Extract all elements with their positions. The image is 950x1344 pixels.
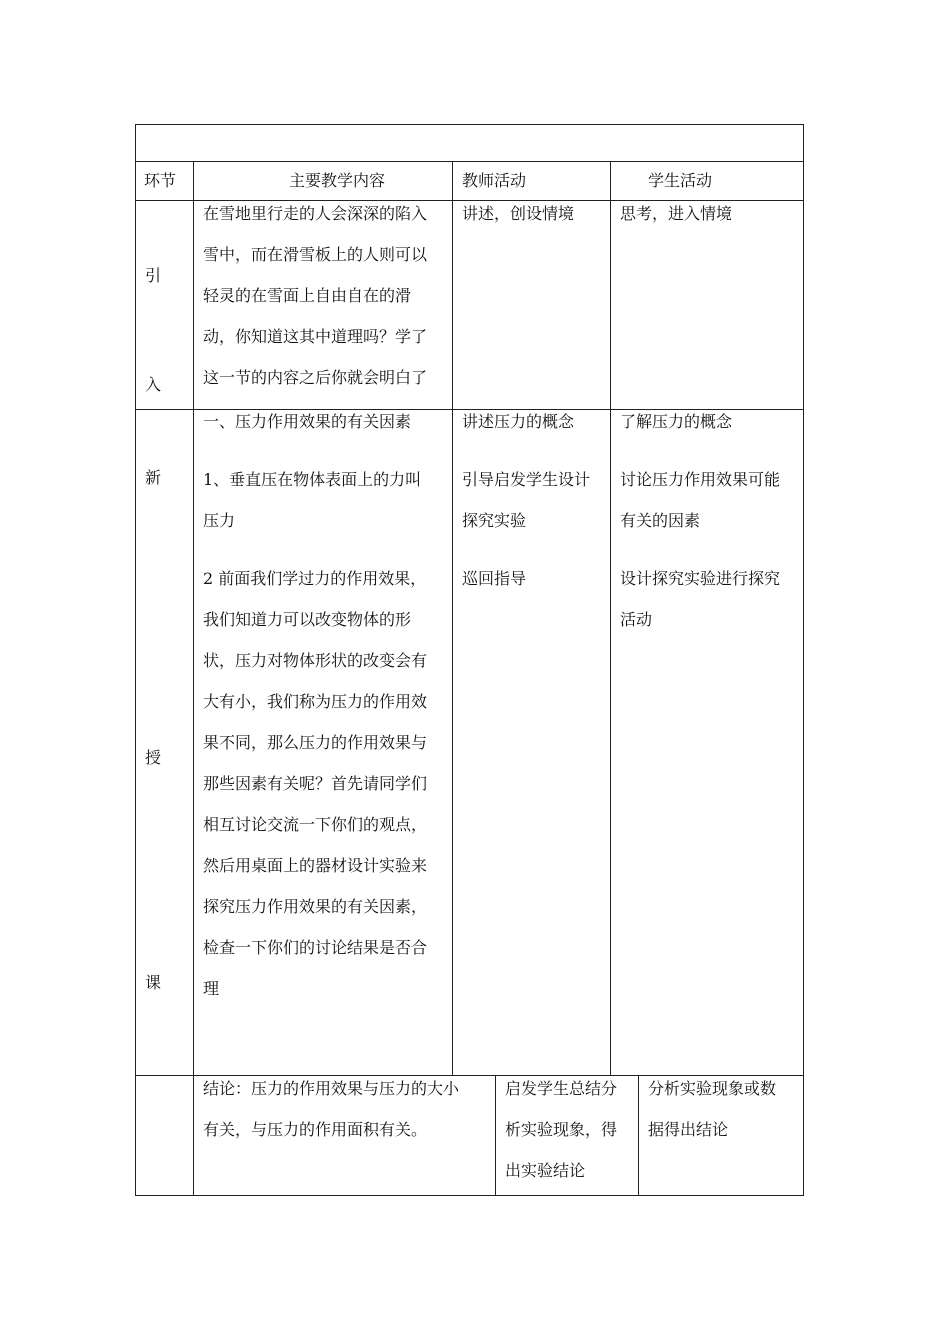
conclusion-content [203, 1068, 459, 1150]
conclusion-line: 结论：压力的作用效果与压力的大小 [203, 1079, 460, 1098]
teacher-activity-b: 探究实验 [462, 511, 527, 530]
intro-content-line: 在雪地里行走的人会深深的陷入 [203, 204, 428, 223]
point2-line: 理 [203, 979, 220, 998]
conclusion-student [648, 1068, 776, 1150]
conclusion-teacher-line: 出实验结论 [505, 1161, 586, 1180]
section-new-char-3: 课 [145, 973, 162, 992]
point2-line: 2 前面我们学过力的作用效果， [203, 569, 427, 588]
new-lesson-content [203, 401, 427, 1009]
point2-line: 那些因素有关呢？首先请同学们 [203, 774, 428, 793]
header-student: 学生活动 [648, 171, 713, 190]
new-lesson-heading: 一、压力作用效果的有关因素 [203, 412, 412, 431]
section-intro-char-1: 引 [145, 266, 162, 285]
col-divider-teacher [610, 161, 611, 1075]
new-lesson-teacher [462, 401, 590, 599]
header-section: 环节 [144, 171, 177, 190]
new-lesson-student [620, 401, 780, 640]
intro-teacher: 讲述，创设情境 [462, 204, 575, 223]
header-teacher: 教师活动 [462, 171, 527, 190]
point2-line: 大有小，我们称为压力的作用效 [203, 692, 428, 711]
point2-line: 检查一下你们的讨论结果是否合 [203, 938, 428, 957]
intro-content-line: 这一节的内容之后你就会明白了 [203, 368, 428, 387]
teacher-activity-a: 讲述压力的概念 [462, 412, 575, 431]
student-activity-b: 有关的因素 [620, 511, 701, 530]
teacher-activity-c: 巡回指导 [462, 569, 527, 588]
student-activity-c: 设计探究实验进行探究 [620, 569, 781, 588]
point2-line: 探究压力作用效果的有关因素， [203, 897, 428, 916]
conclusion-teacher-line: 启发学生总结分 [505, 1079, 618, 1098]
point1-line: 压力 [203, 511, 236, 530]
conclusion-line: 有关，与压力的作用面积有关。 [203, 1120, 428, 1139]
intro-content-line: 轻灵的在雪面上自由自在的滑 [203, 286, 412, 305]
intro-content-line: 雪中，而在滑雪板上的人则可以 [203, 245, 428, 264]
point2-line: 果不同，那么压力的作用效果与 [203, 733, 428, 752]
intro-content [203, 193, 427, 398]
header-content: 主要教学内容 [289, 171, 386, 190]
point1-line: 1、垂直压在物体表面上的力叫 [203, 470, 422, 489]
intro-student: 思考，进入情境 [620, 204, 733, 223]
conclusion-student-line: 分析实验现象或数 [648, 1079, 777, 1098]
point2-line: 相互讨论交流一下你们的观点， [203, 815, 428, 834]
col-divider-content-conclusion [495, 1075, 496, 1196]
point2-line: 然后用桌面上的器材设计实验来 [203, 856, 428, 875]
conclusion-teacher-line: 析实验现象，得 [505, 1120, 618, 1139]
col-divider-section [193, 161, 194, 1196]
point2-line: 我们知道力可以改变物体的形 [203, 610, 412, 629]
intro-content-line: 动，你知道这其中道理吗？学了 [203, 327, 428, 346]
student-activity-c: 活动 [620, 610, 653, 629]
section-new-char-1: 新 [145, 468, 162, 487]
student-activity-a: 了解压力的概念 [620, 412, 733, 431]
section-intro-char-2: 入 [145, 375, 162, 394]
teacher-activity-b: 引导启发学生设计 [462, 470, 591, 489]
section-new-char-2: 授 [145, 748, 162, 767]
student-activity-b: 讨论压力作用效果可能 [620, 470, 781, 489]
conclusion-teacher [505, 1068, 617, 1191]
point2-line: 状，压力对物体形状的改变会有 [203, 651, 428, 670]
conclusion-student-line: 据得出结论 [648, 1120, 729, 1139]
col-divider-content [452, 161, 453, 1075]
col-divider-teacher-conclusion [638, 1075, 639, 1196]
